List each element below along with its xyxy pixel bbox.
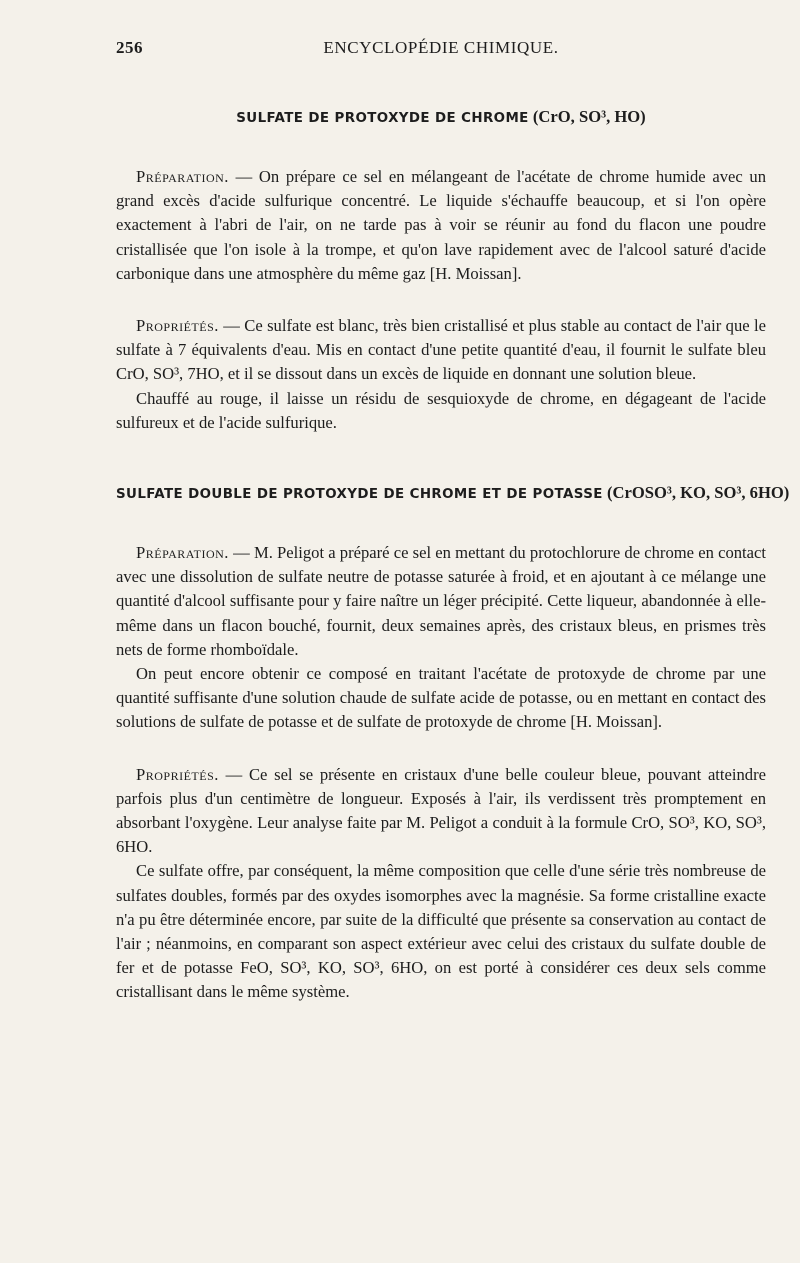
paragraph-text: — Ce sel se présente en cristaux d'une belle couleur bleue, pouvant atteindre parfois plus d'un centimètre de longueur. Exposés à l'air, ils verdissent très promptement en absorbant l'oxygène. Leur analyse faite par M. Peligot a conduit à la formule CrO, SO³, KO, SO³, 6HO. (116, 764, 766, 857)
page-header (116, 38, 766, 62)
paragraph-proprietes-1 (116, 314, 766, 387)
section-title-caps: SULFATE DOUBLE DE PROTOXYDE DE CHROME ET DE POTASSE (116, 487, 603, 503)
section-title-sulfate-double (116, 481, 790, 507)
paragraph-lead: Propriétés. (136, 764, 219, 784)
paragraph-proprietes-1b: Chauffé au rouge, il laisse un résidu de sesquioxyde de chrome, en dégageant de l'acide sulfureux et de l'acide sulfurique. (116, 388, 766, 432)
section-title-formula: (CrOSO³, KO, SO³, 6HO) (602, 483, 790, 503)
paragraph-text: — On prépare ce sel en mélangeant de l'acétate de chrome humide avec un grand excès d'acide sulfurique concentré. Le liquide s'échauffe beaucoup, et si l'on opère exactement à l'abri de l'air, on ne tarde pas à voir se réunir au fond du flacon une poudre cristallisée que l'on isole à la trompe, et qu'on lave rapidement avec de l'alcool saturé d'acide carbonique dans une atmosphère du même gaz [H. Moissan]. (116, 167, 766, 283)
section-title-formula: (CrO, SO³, HO) (528, 107, 646, 126)
running-title: ENCYCLOPÉDIE CHIMIQUE. (323, 38, 559, 57)
paragraph-lead: Préparation. (136, 543, 229, 563)
paragraph-text: — Ce sulfate est blanc, très bien cristallisé et plus stable au contact de l'air que le sulfate à 7 équivalents d'eau. Mis en contact d'une petite quantité d'eau, il fournit le sulfate bleu CrO, SO³, 7HO, et il se dissout dans un excès de liquide en donnant une solution bleue. (116, 316, 766, 384)
page-number: 256 (116, 38, 143, 57)
section-title-sulfate-protoxyde (116, 105, 766, 131)
paragraph-lead: Propriétés. (136, 316, 219, 336)
page-content (116, 105, 790, 1005)
paragraph-proprietes-2b: Ce sulfate offre, par conséquent, la même composition que celle d'une série très nombreuse de sulfates doubles, formés par des oxydes isomorphes avec la magnésie. Sa forme cristalline exacte n'a pu être déterminée encore, par suite de la difficulté que présente sa conservation au contact de l'air ; néanmoins, en comparant son aspect extérieur avec celui des cristaux du sulfate double de fer et de potasse FeO, SO³, KO, SO³, 6HO, on est porté à considérer ces deux sels comme cristallisant dans le même système. (116, 861, 766, 1002)
paragraph-preparation-2b: On peut encore obtenir ce composé en traitant l'acétate de protoxyde de chrome par une quantité suffisante d'une solution chaude de sulfate acide de potasse, ou en mettant en contact des solutions de sulfate de potasse et de sulfate de protoxyde de chrome [H. Moissan]. (116, 664, 766, 732)
paragraph-text: — M. Peligot a préparé ce sel en mettant du protochlorure de chrome en contact avec une dissolution de sulfate neutre de potasse saturée à froid, et en ajoutant à ce mélange une quantité d'alcool suffisante pour y faire naître un léger précipité. Cette liqueur, abandonnée à elle-même dans un flacon bouché, fournit, deux semaines après, des cristaux bleus, en prismes très nets de forme rhomboïdale. (116, 543, 766, 659)
paragraph-lead: Préparation. (136, 167, 229, 186)
paragraph-preparation-1 (116, 165, 766, 286)
section-title-caps: SULFATE DE PROTOXYDE DE CHROME (236, 111, 529, 126)
paragraph-preparation-2 (116, 541, 766, 662)
paragraph-proprietes-2 (116, 763, 766, 860)
